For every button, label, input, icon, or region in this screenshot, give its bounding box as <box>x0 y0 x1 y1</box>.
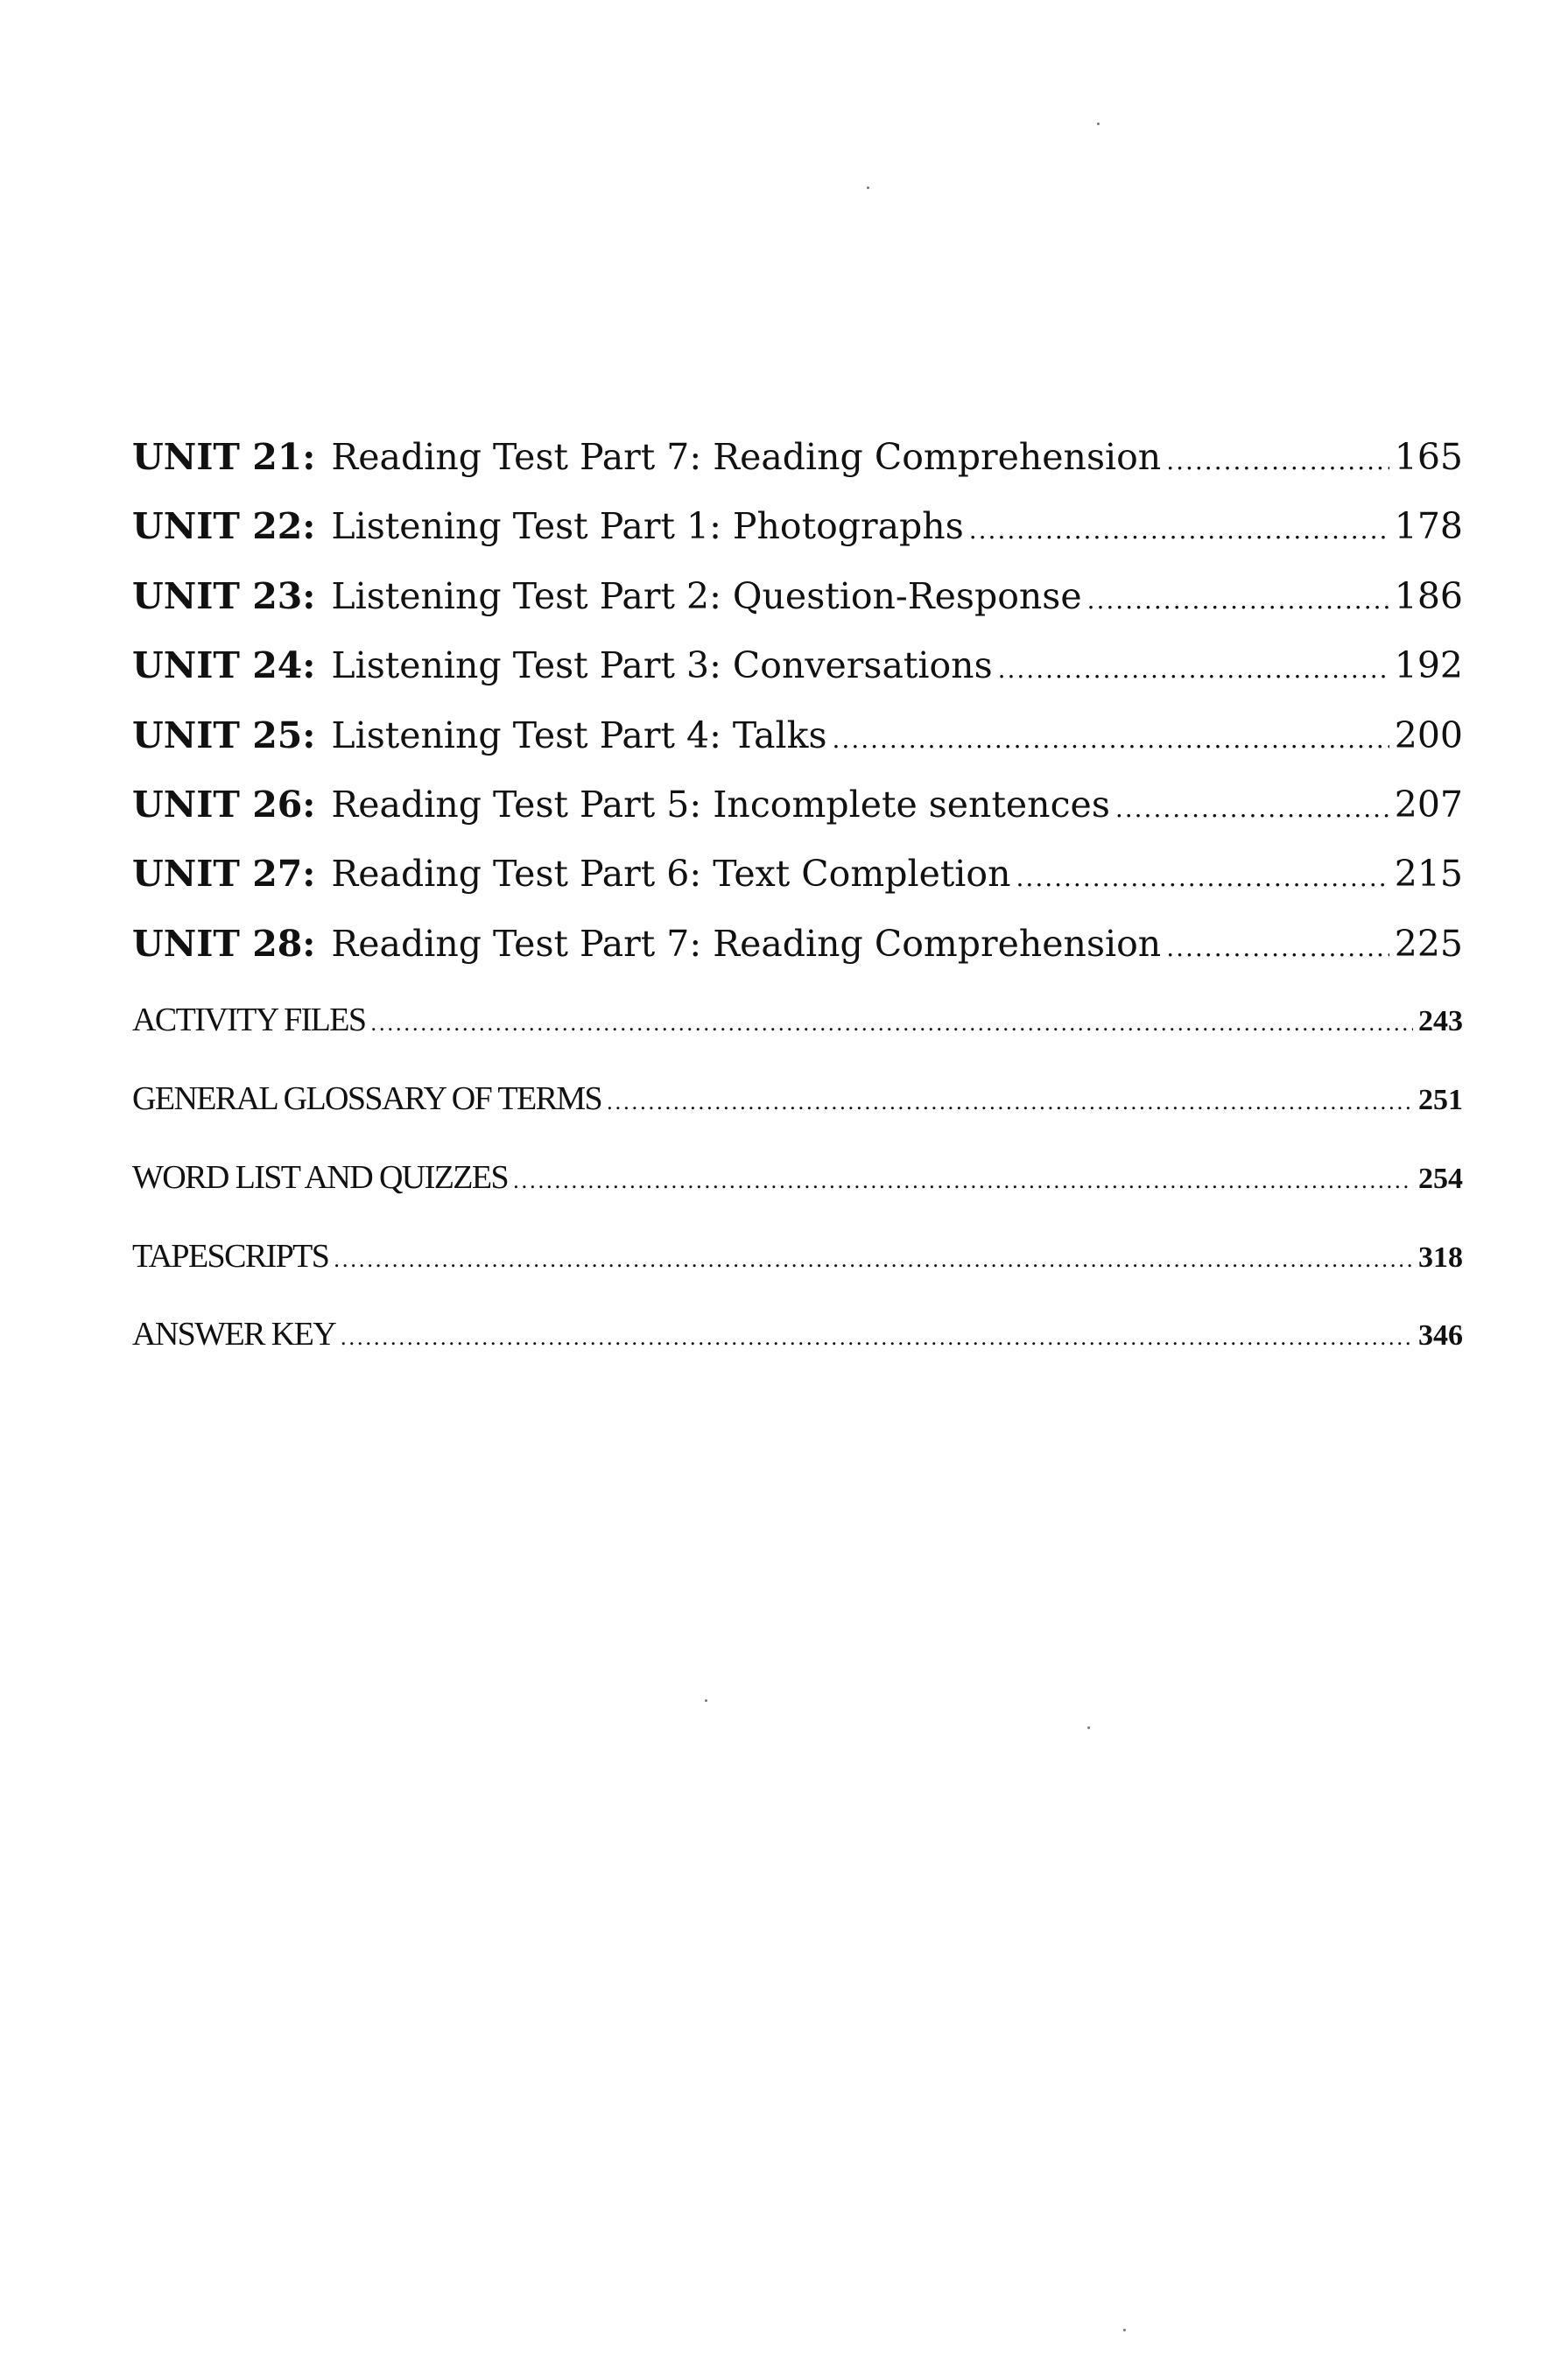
unit-label: UNIT 22: <box>132 505 316 548</box>
toc-entry-unit-24[interactable] <box>132 644 1463 714</box>
toc-entry-unit-25[interactable] <box>132 714 1463 784</box>
section-title: ACTIVITY FILES <box>132 1002 366 1039</box>
unit-label: UNIT 21: <box>132 436 316 478</box>
unit-label: UNIT 25: <box>132 714 316 756</box>
table-of-contents <box>132 436 1463 1394</box>
unit-title: Reading Test Part 7: Reading Comprehension <box>331 922 1162 965</box>
section-title: GENERAL GLOSSARY OF TERMS <box>132 1079 602 1117</box>
toc-entry-general-glossary[interactable] <box>132 1079 1463 1158</box>
page-number: 186 <box>1394 574 1463 617</box>
scan-speck <box>1123 2329 1126 2331</box>
page-number: 318 <box>1418 1241 1463 1274</box>
section-entries <box>132 1001 1463 1394</box>
unit-label: UNIT 28: <box>132 922 316 965</box>
dot-leader <box>833 725 1389 754</box>
section-title: TAPESCRIPTS <box>132 1237 329 1275</box>
toc-entry-answer-key[interactable] <box>132 1315 1463 1394</box>
dot-leader <box>341 1325 1413 1351</box>
unit-label: UNIT 26: <box>132 783 316 826</box>
unit-label: UNIT 27: <box>132 853 316 896</box>
toc-entry-unit-28[interactable] <box>132 923 1463 992</box>
toc-entry-unit-27[interactable] <box>132 853 1463 922</box>
page-number: 215 <box>1394 853 1463 896</box>
unit-title: Listening Test Part 4: Talks <box>331 714 827 756</box>
dot-leader <box>370 1010 1413 1037</box>
toc-entry-unit-21[interactable] <box>132 436 1463 505</box>
page-number: 178 <box>1394 505 1463 548</box>
scan-speck <box>1087 1726 1090 1729</box>
toc-entry-tapescripts[interactable] <box>132 1237 1463 1316</box>
page-number: 207 <box>1394 783 1463 826</box>
page-number: 225 <box>1394 922 1463 965</box>
scan-speck <box>867 186 869 189</box>
unit-title: Listening Test Part 1: Photographs <box>331 505 964 548</box>
unit-title: Listening Test Part 2: Question-Response <box>331 574 1082 617</box>
page-number: 165 <box>1394 436 1463 478</box>
unit-label: UNIT 24: <box>132 644 316 687</box>
scan-speck <box>1097 123 1100 125</box>
dot-leader <box>1166 933 1389 962</box>
scan-speck <box>705 1699 707 1702</box>
dot-leader <box>607 1089 1413 1115</box>
dot-leader <box>1166 446 1389 475</box>
toc-entry-activity-files[interactable] <box>132 1001 1463 1079</box>
dot-leader <box>1016 863 1389 892</box>
toc-entry-word-list[interactable] <box>132 1158 1463 1237</box>
page-number: 346 <box>1418 1319 1463 1353</box>
toc-entry-unit-26[interactable] <box>132 784 1463 853</box>
toc-entry-unit-22[interactable] <box>132 505 1463 574</box>
dot-leader <box>998 655 1389 684</box>
dot-leader <box>513 1168 1413 1194</box>
toc-entry-unit-23[interactable] <box>132 575 1463 644</box>
page-number: 254 <box>1418 1162 1463 1195</box>
unit-label: UNIT 23: <box>132 574 316 617</box>
page-number: 192 <box>1394 644 1463 687</box>
unit-title: Reading Test Part 5: Incomplete sentences <box>331 783 1110 826</box>
page-number: 243 <box>1418 1005 1463 1038</box>
section-title: WORD LIST AND QUIZZES <box>132 1158 509 1196</box>
dot-leader <box>1115 794 1389 823</box>
unit-title: Reading Test Part 6: Text Completion <box>331 853 1011 896</box>
unit-entries <box>132 436 1463 992</box>
section-title: ANSWER KEY <box>132 1316 336 1353</box>
page-number: 200 <box>1394 714 1463 756</box>
page-number: 251 <box>1418 1083 1463 1116</box>
dot-leader <box>334 1247 1413 1273</box>
dot-leader <box>1087 586 1389 615</box>
dot-leader <box>969 516 1389 545</box>
unit-title: Listening Test Part 3: Conversations <box>331 644 993 687</box>
unit-title: Reading Test Part 7: Reading Comprehension <box>331 436 1162 478</box>
